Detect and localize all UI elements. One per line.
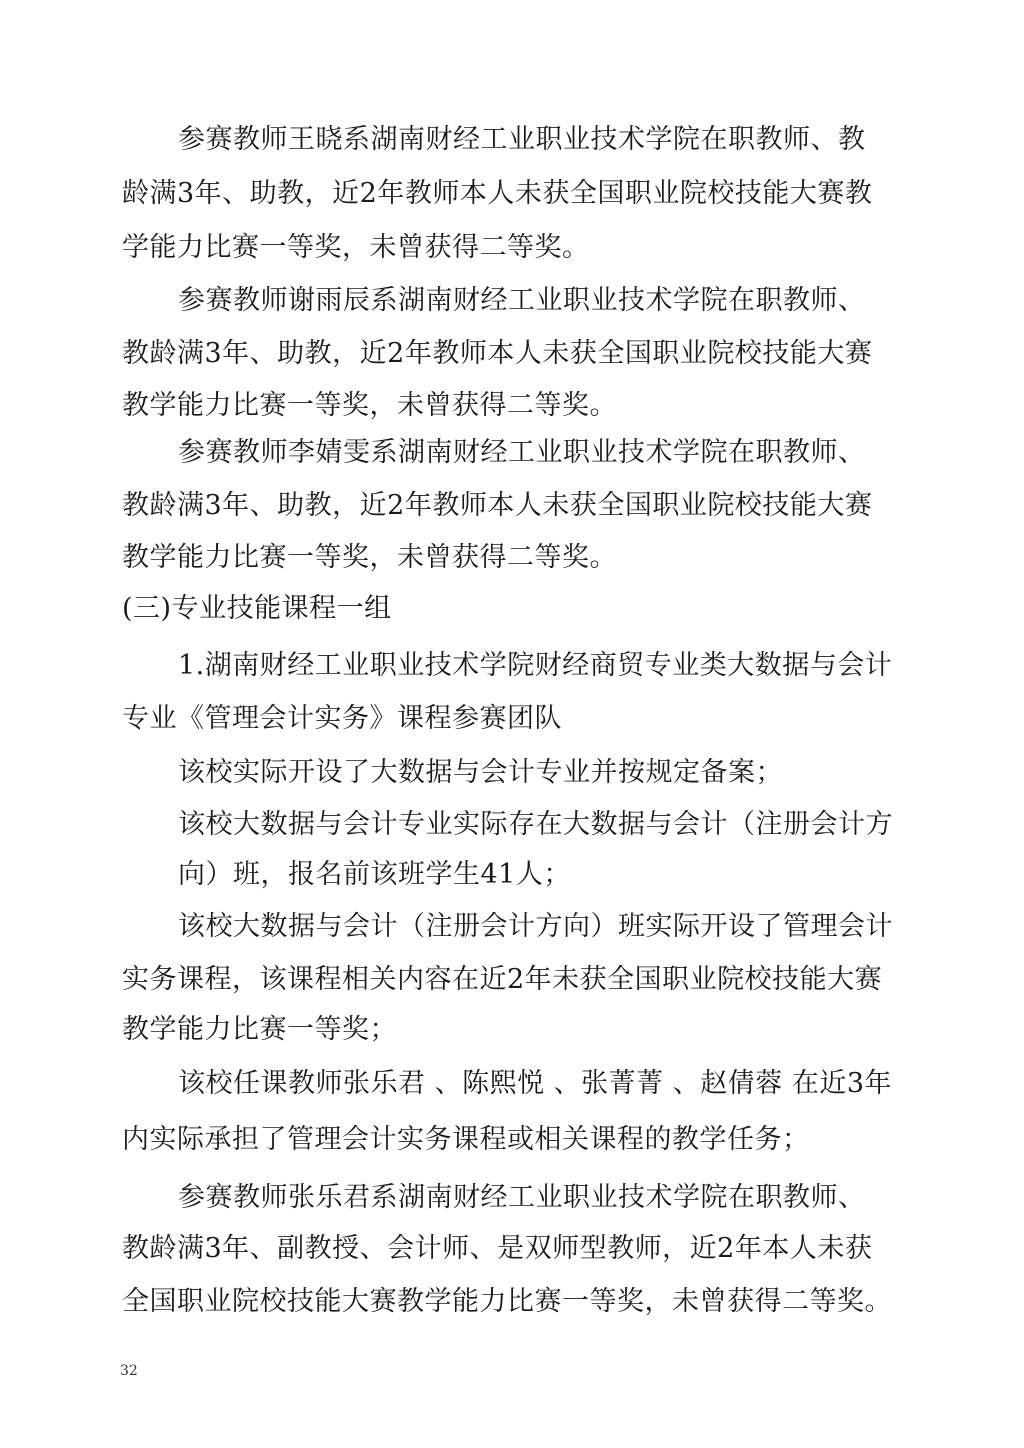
paragraph-line: 参赛教师谢雨辰系湖南财经工业职业技术学院在职教师、 xyxy=(178,285,866,316)
paragraph-line: 实务课程，该课程相关内容在近2年未获全国职业院校技能大赛 xyxy=(122,964,883,995)
paragraph-line: 参赛教师李婧雯系湖南财经工业职业技术学院在职教师、 xyxy=(178,437,866,468)
section-heading: (三)专业技能课程一组 xyxy=(122,593,392,624)
paragraph-line: 该校大数据与会计（注册会计方向）班实际开设了管理会计 xyxy=(178,911,893,942)
paragraph-line: 龄满3年、助教，近2年教师本人未获全国职业院校技能大赛教 xyxy=(122,178,873,209)
paragraph-line: 教龄满3年、助教，近2年教师本人未获全国职业院校技能大赛 xyxy=(122,490,873,521)
paragraph-line: 全国职业院校技能大赛教学能力比赛一等奖，未曾获得二等奖。 xyxy=(122,1286,892,1317)
paragraph-line: 教学能力比赛一等奖，未曾获得二等奖。 xyxy=(122,390,617,421)
paragraph-line: 内实际承担了管理会计实务课程或相关课程的教学任务； xyxy=(122,1124,810,1155)
paragraph-line: 该校实际开设了大数据与会计专业并按规定备案； xyxy=(178,757,783,788)
page-number: 32 xyxy=(120,1363,138,1379)
paragraph-line: 向）班，报名前该班学生41人； xyxy=(178,859,571,890)
paragraph-line: 教学能力比赛一等奖，未曾获得二等奖。 xyxy=(122,542,617,573)
paragraph-line: 教龄满3年、副教授、会计师、是双师型教师，近2年本人未获 xyxy=(122,1233,873,1264)
paragraph-line: 1.湖南财经工业职业技术学院财经商贸专业类大数据与会计 xyxy=(178,650,893,681)
paragraph-line: 该校大数据与会计专业实际存在大数据与会计（注册会计方 xyxy=(178,809,893,840)
paragraph-line: 学能力比赛一等奖，未曾获得二等奖。 xyxy=(122,232,590,263)
paragraph-line: 参赛教师张乐君系湖南财经工业职业技术学院在职教师、 xyxy=(178,1182,866,1213)
paragraph-line: 教学能力比赛一等奖； xyxy=(122,1014,397,1045)
paragraph-line: 教龄满3年、助教，近2年教师本人未获全国职业院校技能大赛 xyxy=(122,338,873,369)
paragraph-line: 专业《管理会计实务》课程参赛团队 xyxy=(122,703,562,734)
paragraph-line: 参赛教师王晓系湖南财经工业职业技术学院在职教师、教 xyxy=(178,124,866,155)
paragraph-line: 该校任课教师张乐君 、陈熙悦 、张菁菁 、赵倩蓉 在近3年 xyxy=(178,1068,893,1099)
